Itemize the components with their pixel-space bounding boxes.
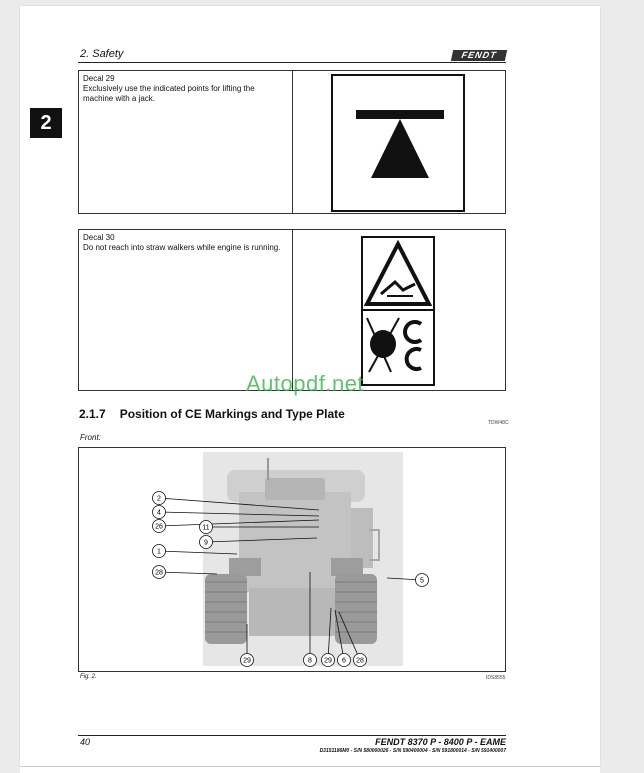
callout-label: 29 xyxy=(243,657,251,665)
decal-29-description: Exclusively use the indicated points for lifting the machine with a jack. xyxy=(83,84,255,103)
section-title: Position of CE Markings and Type Plate xyxy=(119,407,345,421)
section-number: 2.1.7 xyxy=(79,407,106,421)
callout-label: 6 xyxy=(342,657,346,665)
callout-label: 4 xyxy=(157,509,161,517)
footer-model: FENDT 8370 P - 8400 P - EAME xyxy=(375,737,506,747)
decal-30-text xyxy=(83,233,287,253)
figure-image-code: IDS8555 xyxy=(486,675,506,681)
callout-label: 8 xyxy=(308,657,312,665)
straw-walker-warning-sign-icon xyxy=(361,236,435,386)
callout-label: 2 xyxy=(157,495,161,503)
section-image-code: TDW48C xyxy=(488,420,509,426)
callout-label: 9 xyxy=(204,539,208,547)
jack-point-sign-icon xyxy=(331,74,465,212)
decal-30-box xyxy=(78,229,506,391)
decal-30-description: Do not reach into straw walkers while engine is running. xyxy=(83,243,281,252)
callout-label: 28 xyxy=(356,657,364,665)
figure-caption: Fig. 2. xyxy=(80,674,97,680)
section-header-title: 2. Safety xyxy=(80,48,124,60)
footer-rule xyxy=(78,735,506,736)
page-number: 40 xyxy=(80,737,91,747)
combine-front-view-figure xyxy=(79,448,505,671)
callout-label: 11 xyxy=(202,524,210,532)
brand-logo: FENDT xyxy=(451,50,507,61)
decal-29-text xyxy=(83,74,287,104)
callout-label: 29 xyxy=(324,657,332,665)
footer-serial: D3151186M0 - S/N 580000026 - S/N 590400004 - S/N 591800014 - S/N 591400007 xyxy=(319,748,506,754)
header-rule xyxy=(78,62,506,63)
chapter-tab: 2 xyxy=(30,108,62,138)
front-view-label: Front: xyxy=(80,433,101,442)
decal-30-title: Decal 30 xyxy=(83,233,115,242)
callout-label: 1 xyxy=(157,548,161,556)
decal-29-title: Decal 29 xyxy=(83,74,115,83)
decal-30-divider xyxy=(292,230,293,390)
watermark: Autopdf.net xyxy=(246,371,365,396)
callout-label: 5 xyxy=(420,577,424,585)
callout-label: 26 xyxy=(155,523,163,531)
decal-29-divider xyxy=(292,71,293,213)
callout-label: 28 xyxy=(155,569,163,577)
section-heading xyxy=(79,407,345,421)
